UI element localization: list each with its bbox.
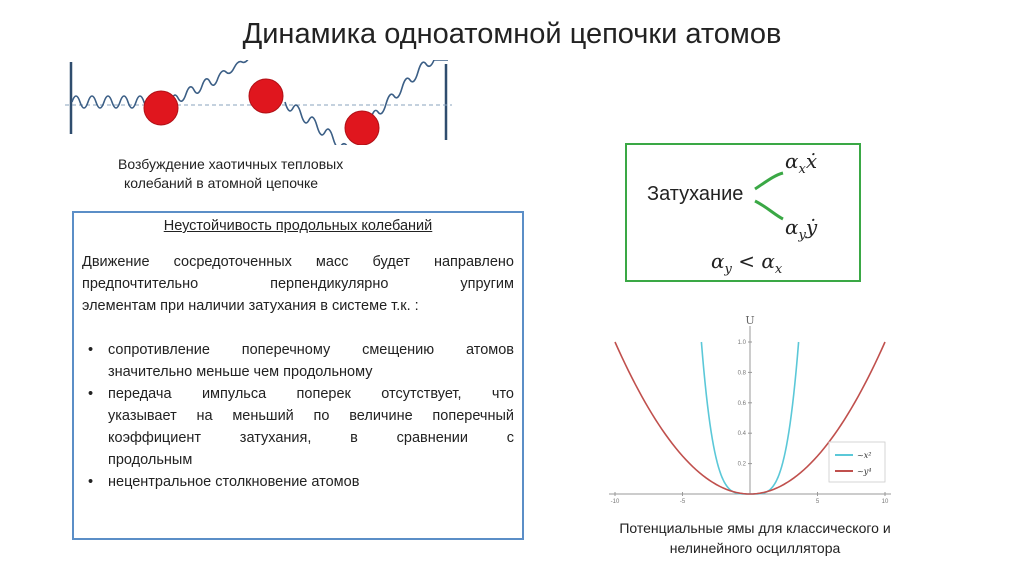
bullet-line: коэффициент затухания, в сравнении с	[108, 430, 514, 446]
y-tick-label: 0.8	[737, 370, 746, 377]
slide-title: Динамика одноатомной цепочки атомов	[242, 18, 782, 50]
plot-caption	[590, 518, 920, 558]
plot-caption-line1: Потенциальные ямы для классического и	[619, 520, 891, 536]
atom-1	[144, 91, 178, 125]
bullet-list	[82, 339, 514, 493]
y-tick-label: 0.6	[737, 400, 746, 407]
chain-caption	[118, 155, 398, 193]
bullet-line: продольным	[108, 452, 193, 468]
damping-box	[625, 143, 861, 282]
bullet-line: указывает на меньший по величине поперечный	[108, 408, 514, 424]
y-tick-label: 0.2	[737, 461, 746, 468]
chain-caption-line2: колебаний в атомной цепочке	[124, 175, 319, 191]
bullet-dot: •	[88, 386, 94, 402]
y-tick-label: 0.4	[737, 431, 746, 438]
textbox-heading: Неустойчивость продольных колебаний	[163, 218, 433, 234]
x-tick-label: -5	[679, 499, 686, 505]
bullet-line: передача импульса поперек отсутствует, что	[108, 386, 514, 402]
bullet-dot: •	[88, 342, 94, 358]
x-tick-label: 5	[815, 499, 820, 505]
y-axis-label: U	[745, 314, 755, 327]
legend-label: ~y⁴	[857, 467, 872, 476]
legend-label: ~x²	[857, 451, 872, 460]
bullet-line: значительно меньше чем продольному	[108, 364, 373, 380]
spring-1	[72, 96, 156, 108]
plot-caption-line2: нелинейного осциллятора	[669, 540, 841, 556]
atom-3	[345, 111, 379, 145]
bullet-dot: •	[88, 474, 94, 490]
paragraph-line: Движение сосредоточенных масс будет направлено	[82, 254, 514, 270]
spring-4	[370, 60, 448, 122]
x-tick-label: 10	[881, 499, 889, 505]
y-tick-label: 1.0	[737, 340, 746, 346]
atom-2	[249, 79, 283, 113]
bullet-line: сопротивление поперечному смещению атомов	[108, 342, 514, 358]
potential-wells-chart	[605, 312, 895, 507]
bullet-line: нецентральное столкновение атомов	[108, 474, 360, 490]
spring-3	[285, 102, 349, 145]
spring-2	[170, 60, 258, 104]
bullet-item	[82, 383, 514, 471]
damping-x-term: $\alpha_xẋ$	[785, 149, 818, 177]
legend-box	[829, 442, 885, 482]
textbox-paragraph	[82, 251, 514, 317]
damping-relation: $\alpha_y < \alpha_x$	[711, 249, 783, 277]
bullet-item	[82, 471, 514, 493]
x-tick-label: -10	[610, 499, 620, 505]
chain-caption-line1: Возбуждение хаотичных тепловых	[118, 156, 344, 172]
damping-y-term: $\alpha_yẏ$	[785, 215, 818, 243]
paragraph-line: предпочтительно перпендикулярно упругим	[82, 276, 514, 292]
damping-label: Затухание	[647, 183, 744, 205]
paragraph-line: элементам при наличии затухания в системе т.к. :	[82, 298, 419, 314]
bullet-item	[82, 339, 514, 383]
instability-textbox	[72, 211, 524, 540]
atomic-chain-illustration	[60, 60, 460, 145]
